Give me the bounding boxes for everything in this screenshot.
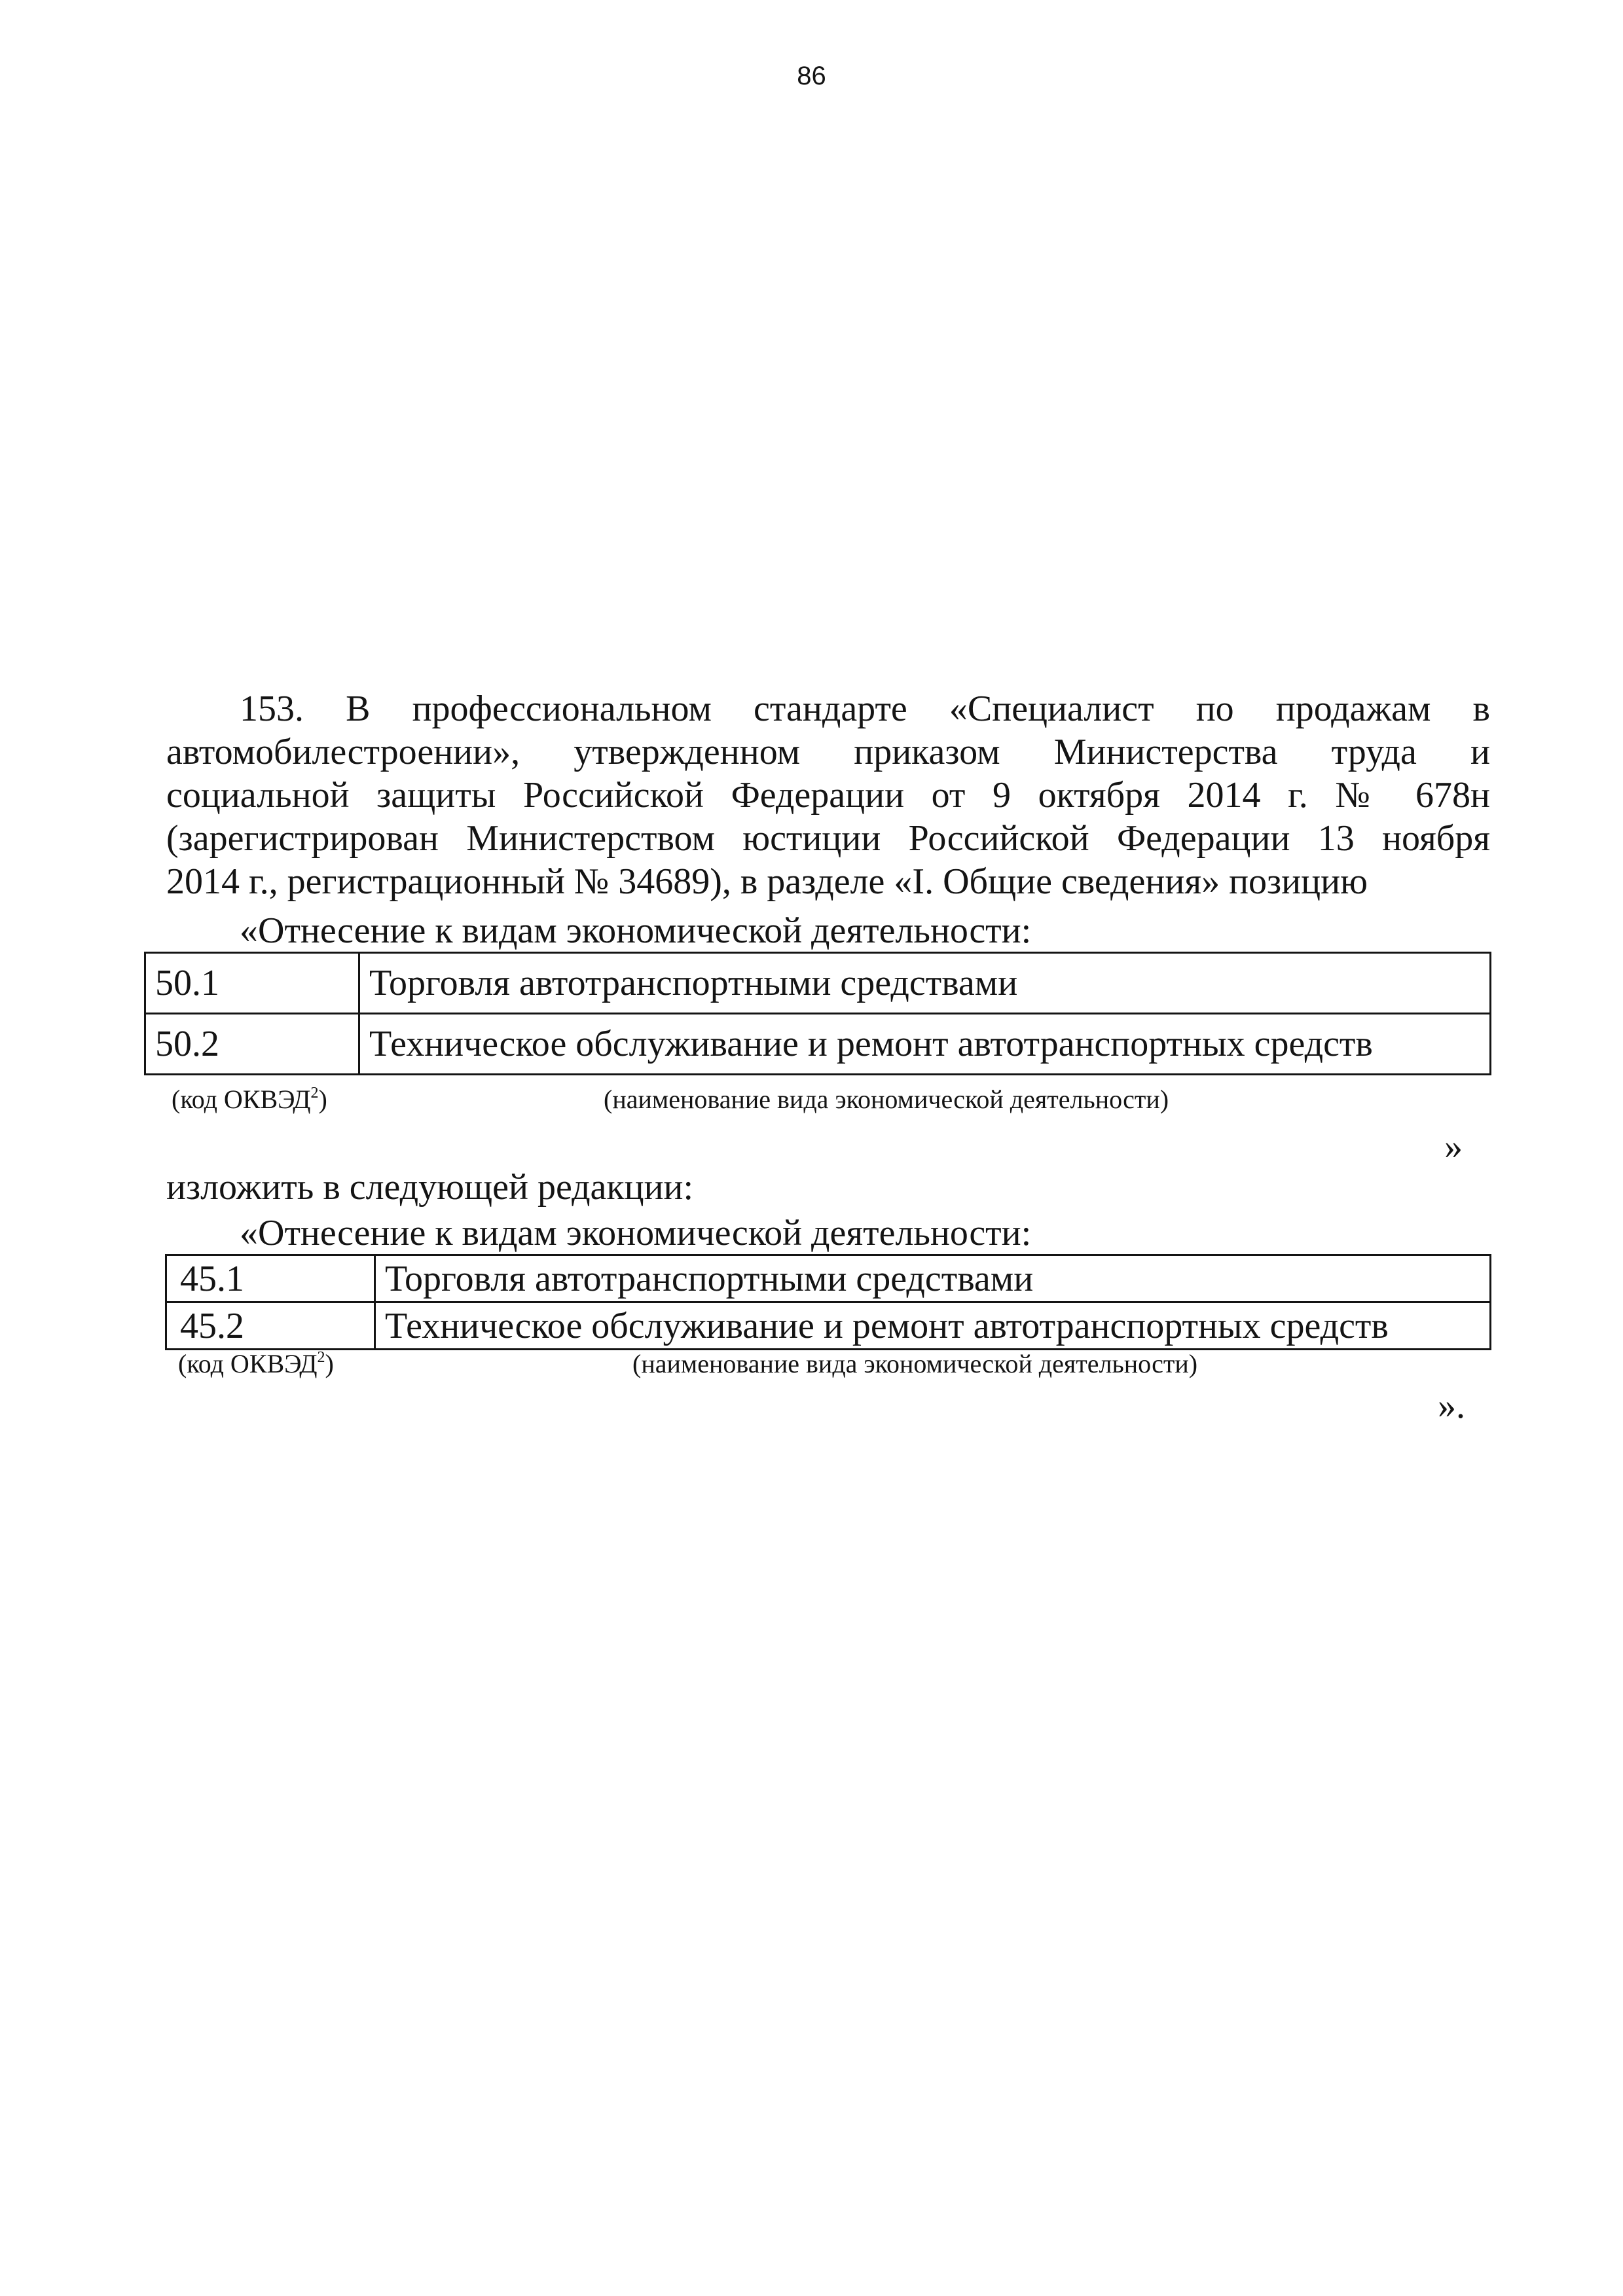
old-okved-table — [144, 952, 1491, 1075]
okved-code-cell: 45.1 — [166, 1255, 375, 1302]
activity-name-cell: Торговля автотранспортными средствами — [375, 1255, 1491, 1302]
old-code-caption — [172, 1084, 327, 1115]
amendment-paragraph — [166, 687, 1490, 903]
page-number: 86 — [797, 62, 826, 90]
instruction-text: изложить в следующей редакции: — [166, 1167, 694, 1208]
paragraph-line: социальной защиты Российской Федерации от 9 октября 2014 г. № 678н — [166, 775, 1490, 816]
table-row — [145, 953, 1491, 1014]
footnote-marker: 2 — [310, 1085, 319, 1102]
paragraph-line: автомобилестроении», утвержденном приказом Министерства труда и — [166, 732, 1490, 772]
footnote-marker: 2 — [317, 1349, 325, 1366]
paragraph-line: 153. В профессиональном стандарте «Специалист по продажам в — [240, 689, 1490, 729]
new-block-title: «Отнесение к видам экономической деятельности: — [240, 1213, 1032, 1253]
activity-name-cell: Торговля автотранспортными средствами — [359, 953, 1491, 1014]
table-row — [166, 1255, 1491, 1302]
new-code-caption — [178, 1348, 334, 1380]
new-close-quote: ». — [1438, 1386, 1465, 1426]
caption-text: (код ОКВЭД — [172, 1085, 311, 1114]
caption-text: ) — [325, 1349, 334, 1378]
okved-code-cell: 50.2 — [145, 1014, 359, 1075]
old-block-title: «Отнесение к видам экономической деятельности: — [240, 910, 1032, 951]
caption-text: (код ОКВЭД — [178, 1349, 318, 1378]
activity-name-cell: Техническое обслуживание и ремонт автотранспортных средств — [359, 1014, 1491, 1075]
new-name-caption: (наименование вида экономической деятельности) — [632, 1349, 1198, 1378]
old-close-quote: » — [1444, 1126, 1463, 1167]
table-row — [166, 1302, 1491, 1350]
table-row — [145, 1014, 1491, 1075]
okved-code-cell: 50.1 — [145, 953, 359, 1014]
paragraph-line: (зарегистрирован Министерством юстиции Российской Федерации 13 ноября — [166, 818, 1490, 859]
new-okved-table — [165, 1254, 1491, 1350]
caption-text: ) — [318, 1085, 327, 1114]
paragraph-line: 2014 г., регистрационный № 34689), в разделе «I. Общие сведения» позицию — [166, 861, 1368, 902]
okved-code-cell: 45.2 — [166, 1302, 375, 1350]
activity-name-cell: Техническое обслуживание и ремонт автотранспортных средств — [375, 1302, 1491, 1350]
old-name-caption: (наименование вида экономической деятельности) — [604, 1085, 1169, 1114]
